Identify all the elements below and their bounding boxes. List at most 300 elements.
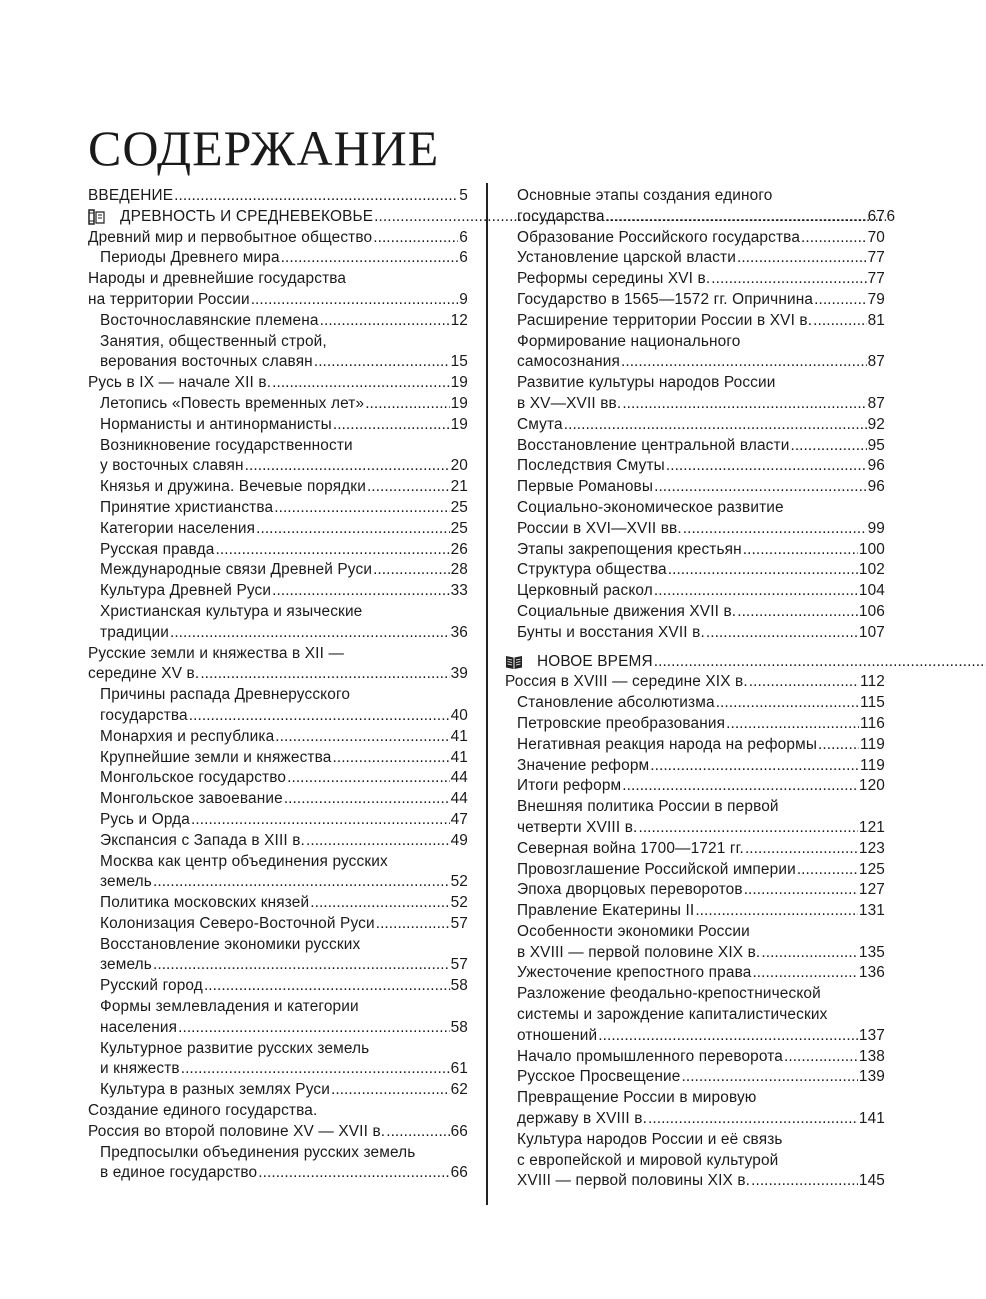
page-number: 100 xyxy=(858,540,885,558)
toc-entry xyxy=(88,248,468,269)
toc-entry-title: Политика московских князей xyxy=(100,894,310,912)
toc-entry-title: Норманисты и антинорманисты xyxy=(100,415,332,433)
toc-entry-title: государства xyxy=(100,706,188,724)
toc-entry-title: Русское Просвещение xyxy=(517,1068,681,1086)
toc-entry-title: Восстановление центральной власти xyxy=(517,436,790,454)
toc-entry-line xyxy=(100,789,468,810)
toc-entry-line xyxy=(517,963,885,984)
toc-entry-line xyxy=(517,540,885,561)
page-title: СОДЕРЖАНИЕ xyxy=(88,120,440,176)
dot-leader xyxy=(200,664,449,685)
toc-entry-title: Реформы середины XVI в. xyxy=(517,270,711,288)
toc-entry-line xyxy=(517,1171,885,1192)
toc-entry-line xyxy=(88,373,468,394)
dot-leader xyxy=(314,352,450,373)
toc-entry xyxy=(505,436,885,457)
toc-entry xyxy=(88,831,468,852)
toc-entry-title: Особенности экономики России xyxy=(517,922,750,940)
toc-entry xyxy=(505,269,885,290)
dot-leader xyxy=(683,519,867,540)
toc-entry xyxy=(88,498,468,519)
toc-entry-line xyxy=(100,477,468,498)
toc-entry-title: Восстановление экономики русских xyxy=(100,935,361,953)
toc-entry-title: Смута xyxy=(517,415,563,433)
dot-leader xyxy=(564,415,867,436)
toc-entry-line xyxy=(517,415,885,436)
page-number: 52 xyxy=(450,894,468,912)
toc-entry-title: Народы и древнейшие государства xyxy=(88,270,347,288)
dot-leader xyxy=(245,456,450,477)
toc-entry xyxy=(88,394,468,415)
page-number: 66 xyxy=(450,1164,468,1182)
toc-entry xyxy=(88,852,468,894)
toc-entry xyxy=(505,540,885,561)
toc-entry-title: в XVIII — первой половине XIX в. xyxy=(517,943,761,961)
toc-entry-line xyxy=(100,872,468,893)
toc-entry-title: Петровские преобразования xyxy=(517,714,726,732)
page-number: 39 xyxy=(450,665,468,683)
toc-entry-line xyxy=(517,714,885,735)
page-number: 25 xyxy=(450,519,468,537)
toc-entry-title: Экспансия с Запада в XIII в. xyxy=(100,831,305,849)
dot-leader xyxy=(790,436,866,457)
toc-entry-title: Периоды Древнего мира xyxy=(100,249,280,267)
toc-entry xyxy=(88,186,468,207)
page-number: 62 xyxy=(450,1081,468,1099)
page-number: 138 xyxy=(858,1047,885,1065)
toc-entry xyxy=(88,935,468,977)
toc-entry-title: Культура Древней Руси xyxy=(100,582,272,600)
dot-leader xyxy=(666,456,867,477)
toc-entry-title: Русь и Орда xyxy=(100,810,191,828)
dot-leader xyxy=(333,415,450,436)
toc-entry xyxy=(88,1039,468,1081)
page-number: 135 xyxy=(858,943,885,961)
toc-entry-title: Россия в XVIII — середине XIX в. xyxy=(505,673,748,691)
toc-entry-line xyxy=(100,1039,468,1060)
toc-entry xyxy=(505,714,885,735)
page-number: 6 xyxy=(459,228,468,246)
toc-entry-title: с европейской и мировой культурой xyxy=(517,1151,779,1169)
toc-entry xyxy=(88,976,468,997)
dot-leader xyxy=(654,652,986,673)
toc-entry-line xyxy=(517,623,885,644)
dot-leader xyxy=(716,693,859,714)
dot-leader xyxy=(706,623,858,644)
page-number: 96 xyxy=(867,478,885,496)
dot-leader xyxy=(251,290,459,311)
toc-entry xyxy=(505,560,885,581)
toc-entry xyxy=(88,810,468,831)
page-number: 115 xyxy=(860,694,885,712)
page-number: 57 xyxy=(450,914,468,932)
toc-entry-title: Церковный раскол xyxy=(517,582,653,600)
toc-entry-title: Последствия Смуты xyxy=(517,457,665,475)
toc-entry-line xyxy=(100,748,468,769)
toc-entry-line xyxy=(537,652,986,673)
toc-entry xyxy=(505,756,885,777)
dot-leader xyxy=(306,831,450,852)
page-number: 104 xyxy=(858,582,885,600)
toc-entry-line xyxy=(100,706,468,727)
toc-entry-line xyxy=(100,311,468,332)
toc-entry-title: системы и зарождение капиталистических xyxy=(517,1006,828,1024)
toc-entry-title: Международные связи Древней Руси xyxy=(100,561,373,579)
toc-entry-line xyxy=(517,776,885,797)
toc-entry-title: в единое государство xyxy=(100,1164,258,1182)
toc-entry-title: XVIII — первой половины XIX в. xyxy=(517,1172,751,1190)
column-divider xyxy=(486,183,488,1205)
page-number: 79 xyxy=(867,290,885,308)
dot-leader xyxy=(784,1047,858,1068)
toc-entry-title: России в XVI—XVII вв. xyxy=(517,519,682,537)
toc-entry xyxy=(505,602,885,623)
toc-entry-line xyxy=(517,498,885,519)
toc-entry-line xyxy=(100,1143,468,1164)
toc-entry xyxy=(88,768,468,789)
toc-entry-line xyxy=(100,1080,468,1101)
toc-entry-line xyxy=(100,332,468,353)
dot-leader xyxy=(621,352,867,373)
toc-entry-title: Русские земли и княжества в XII — xyxy=(88,644,344,662)
toc-entry-line xyxy=(100,1059,468,1080)
toc-entry-title: земель xyxy=(100,956,152,974)
toc-entry-title: самосознания xyxy=(517,353,620,371)
toc-entry-title: Превращение России в мировую xyxy=(517,1089,757,1107)
dot-leader xyxy=(622,394,866,415)
toc-entry-line xyxy=(517,373,885,394)
dot-leader xyxy=(258,1163,449,1184)
toc-entry-line xyxy=(517,456,885,477)
dot-leader xyxy=(813,311,866,332)
page-number: 66 xyxy=(450,1122,468,1140)
toc-entry xyxy=(505,498,885,540)
toc-entry-line xyxy=(517,984,885,1005)
dot-leader xyxy=(818,735,859,756)
toc-entry-line xyxy=(100,810,468,831)
toc-entry-title: населения xyxy=(100,1018,178,1036)
dot-leader xyxy=(272,581,449,602)
page-number: 137 xyxy=(858,1026,885,1044)
page-number: 112 xyxy=(860,673,885,691)
toc-entry-line xyxy=(517,943,885,964)
dot-leader xyxy=(281,248,459,269)
toc-entry-title: Князья и дружина. Вечевые порядки xyxy=(100,478,366,496)
page-number: 57 xyxy=(450,956,468,974)
dot-leader xyxy=(365,394,449,415)
page-number: 49 xyxy=(450,831,468,849)
page-number: 119 xyxy=(860,756,885,774)
dot-leader xyxy=(638,818,857,839)
dot-leader xyxy=(749,672,859,693)
page-number: 81 xyxy=(867,311,885,329)
page-number: 92 xyxy=(867,415,885,433)
toc-entry-title: Возникновение государственности xyxy=(100,436,353,454)
toc-entry-title: Монгольское завоевание xyxy=(100,790,283,808)
toc-entry-title: Предпосылки объединения русских земель xyxy=(100,1143,416,1161)
toc-entry xyxy=(505,186,885,228)
dot-leader xyxy=(174,186,458,207)
toc-entry-title: традиции xyxy=(100,623,169,641)
toc-entry-line xyxy=(517,581,885,602)
toc-entry-line xyxy=(100,768,468,789)
toc-entry xyxy=(505,693,885,714)
toc-entry-title: и княжеств xyxy=(100,1060,180,1078)
dot-leader xyxy=(170,623,450,644)
page-number: 121 xyxy=(858,818,885,836)
toc-entry-title: НОВОЕ ВРЕМЯ xyxy=(537,652,653,670)
toc-entry xyxy=(505,1047,885,1068)
dot-leader xyxy=(275,727,449,748)
page-number: 87 xyxy=(867,394,885,412)
dot-leader xyxy=(153,872,450,893)
dot-leader xyxy=(189,706,450,727)
toc-entry-title: Русская правда xyxy=(100,540,215,558)
toc-entry xyxy=(88,332,468,374)
toc-entry xyxy=(88,789,468,810)
toc-entry xyxy=(505,456,885,477)
dot-leader xyxy=(743,540,858,561)
toc-entry-line xyxy=(517,735,885,756)
page-number: 139 xyxy=(858,1068,885,1086)
toc-entry-title: Христианская культура и языческие xyxy=(100,602,363,620)
toc-entry-title: Северная война 1700—1721 гг. xyxy=(517,839,744,857)
dot-leader xyxy=(373,560,450,581)
toc-entry-title: Правление Екатерины II xyxy=(517,902,695,920)
dot-leader xyxy=(654,581,858,602)
toc-entry xyxy=(88,581,468,602)
dot-leader xyxy=(367,477,450,498)
page-number: 70 xyxy=(867,228,885,246)
page-number: 77 xyxy=(867,249,885,267)
toc-entry xyxy=(88,997,468,1039)
toc-entry-title: ВВЕДЕНИЕ xyxy=(88,187,174,204)
dot-leader xyxy=(274,498,449,519)
toc-entry-line xyxy=(100,914,468,935)
dot-leader xyxy=(191,810,450,831)
toc-right-column xyxy=(505,186,885,1192)
toc-entry-title: Культура народов России и её связь xyxy=(517,1130,783,1148)
toc-entry xyxy=(88,540,468,561)
open-book-icon xyxy=(505,654,523,670)
page-number: 33 xyxy=(450,582,468,600)
toc-entry xyxy=(505,1067,885,1088)
page-number: 141 xyxy=(858,1110,885,1128)
section-gap xyxy=(505,644,885,652)
toc-entry-title: Социальные движения XVII в. xyxy=(517,602,737,620)
toc-entry-title: Летопись «Повесть временных лет» xyxy=(100,394,365,412)
dot-leader xyxy=(287,768,449,789)
page-number: 95 xyxy=(867,436,885,454)
toc-entry-line xyxy=(100,394,468,415)
page-number: 58 xyxy=(450,1018,468,1036)
toc-entry-title: Монархия и республика xyxy=(100,727,275,745)
page-number: 44 xyxy=(450,769,468,787)
page-number: 127 xyxy=(858,881,885,899)
toc-entry-line xyxy=(100,997,468,1018)
toc-entry xyxy=(88,727,468,748)
page-number: 41 xyxy=(450,727,468,745)
toc-entry-line xyxy=(88,186,468,207)
toc-entry-title: Основные этапы создания единого xyxy=(517,187,773,204)
toc-entry xyxy=(505,311,885,332)
page-number: 77 xyxy=(867,270,885,288)
toc-entry-line xyxy=(517,477,885,498)
toc-entry-line xyxy=(517,332,885,353)
toc-entry xyxy=(505,839,885,860)
toc-entry-title: отношений xyxy=(517,1026,598,1044)
toc-entry-line xyxy=(100,893,468,914)
toc-entry xyxy=(88,436,468,478)
dot-leader xyxy=(726,714,859,735)
toc-entry-title: Создание единого государства. xyxy=(88,1102,318,1120)
toc-entry-line xyxy=(88,1101,468,1122)
toc-entry-line xyxy=(517,1109,885,1130)
page-number: 19 xyxy=(450,374,468,392)
page-number: 19 xyxy=(450,394,468,412)
dot-leader xyxy=(745,839,858,860)
toc-entry xyxy=(88,415,468,436)
dot-leader xyxy=(622,776,858,797)
toc-entry-line xyxy=(517,818,885,839)
toc-entry-line xyxy=(100,248,468,269)
toc-entry-title: Провозглашение Российской империи xyxy=(517,860,796,878)
toc-entry-title: Культура в разных землях Руси xyxy=(100,1081,330,1099)
dot-leader xyxy=(751,1171,858,1192)
toc-entry xyxy=(88,311,468,332)
toc-entry-line xyxy=(517,207,885,228)
page-number: 123 xyxy=(858,839,885,857)
dot-leader xyxy=(695,901,858,922)
toc-entry-line xyxy=(517,797,885,818)
toc-entry-line xyxy=(88,644,468,665)
page-number: 136 xyxy=(858,964,885,982)
page-number: 125 xyxy=(858,860,885,878)
toc-entry xyxy=(505,880,885,901)
toc-entry-line xyxy=(100,852,468,873)
dot-leader xyxy=(216,540,450,561)
page-number: 120 xyxy=(858,777,885,795)
toc-entry-line xyxy=(517,1088,885,1109)
toc-entry-line xyxy=(517,1130,885,1151)
page-number: 96 xyxy=(867,457,885,475)
page-number: 36 xyxy=(450,623,468,641)
toc-entry-line xyxy=(100,1163,468,1184)
toc-entry-line xyxy=(100,831,468,852)
toc-section-heading xyxy=(505,652,885,673)
dot-leader xyxy=(711,269,866,290)
toc-entry xyxy=(88,373,468,394)
toc-entry-line xyxy=(517,756,885,777)
toc-entry xyxy=(88,685,468,727)
toc-entry xyxy=(88,748,468,769)
toc-entry xyxy=(505,1130,885,1192)
toc-entry-line xyxy=(517,922,885,943)
toc-entry xyxy=(505,776,885,797)
toc-entry-title: Категории населения xyxy=(100,519,256,537)
toc-entry-line xyxy=(517,839,885,860)
toc-entry-title: Русский город xyxy=(100,977,203,995)
page-number: 21 xyxy=(450,478,468,496)
toc-entry-line xyxy=(88,269,468,290)
toc-entry-title: четверти XVIII в. xyxy=(517,818,638,836)
toc-entry xyxy=(505,1088,885,1130)
toc-entry-line xyxy=(100,581,468,602)
toc-entry xyxy=(505,477,885,498)
toc-entry-title: Образование Российского государства xyxy=(517,228,801,246)
toc-entry xyxy=(88,914,468,935)
page-number: 58 xyxy=(450,977,468,995)
toc-entry-title: государства xyxy=(517,207,605,225)
toc-entry-line xyxy=(517,602,885,623)
toc-entry xyxy=(505,373,885,415)
page-number: 67 xyxy=(867,207,885,225)
page-number: 131 xyxy=(858,902,885,920)
toc-entry-line xyxy=(100,955,468,976)
page-number: 25 xyxy=(450,498,468,516)
toc-entry-line xyxy=(100,623,468,644)
toc-entry xyxy=(88,519,468,540)
toc-entry-line xyxy=(100,456,468,477)
toc-entry xyxy=(505,332,885,374)
toc-entry-title: Расширение территории России в XVI в. xyxy=(517,311,813,329)
dot-leader xyxy=(284,789,450,810)
toc-entry-line xyxy=(517,269,885,290)
page-number: 87 xyxy=(867,353,885,371)
page-number: 106 xyxy=(858,602,885,620)
toc-entry-title: Колонизация Северо-Восточной Руси xyxy=(100,914,375,932)
toc-entry-title: Развитие культуры народов России xyxy=(517,374,776,392)
toc-entry-line xyxy=(517,1026,885,1047)
toc-entry-line xyxy=(100,976,468,997)
toc-entry xyxy=(505,735,885,756)
page-number: 26 xyxy=(450,540,468,558)
toc-entry-line xyxy=(517,394,885,415)
page-number: 52 xyxy=(450,873,468,891)
page-number: 99 xyxy=(867,519,885,537)
toc-entry xyxy=(505,228,885,249)
toc-entry-title: Формы землевладения и категории xyxy=(100,998,359,1016)
toc-entry-line xyxy=(100,685,468,706)
toc-entry-title: Русь в IX — начале XII в. xyxy=(88,374,272,392)
toc-entry-title: земель xyxy=(100,873,152,891)
toc-entry-title: Москва как центр объединения русских xyxy=(100,852,388,870)
toc-entry-line xyxy=(517,1047,885,1068)
dot-leader xyxy=(373,228,458,249)
toc-entry xyxy=(505,922,885,964)
toc-entry-line xyxy=(517,248,885,269)
page-number: 119 xyxy=(860,735,885,753)
toc-entry-title: Россия во второй половине XV — XVII в. xyxy=(88,1122,386,1140)
toc-entry-title: середине XV в. xyxy=(88,665,200,683)
dot-leader xyxy=(333,748,450,769)
toc-entry-title: Принятие христианства xyxy=(100,498,274,516)
toc-entry-title: Государство в 1565—1572 гг. Опричнина xyxy=(517,290,814,308)
page-number: 47 xyxy=(450,810,468,828)
page-number: 61 xyxy=(450,1060,468,1078)
toc-entry-title: Становление абсолютизма xyxy=(517,694,715,712)
toc-entry-title: в XV—XVII вв. xyxy=(517,394,622,412)
toc-entry-line xyxy=(517,519,885,540)
toc-entry-title: Негативная реакция народа на реформы xyxy=(517,735,818,753)
page-number: 107 xyxy=(858,623,885,641)
toc-entry-line xyxy=(88,290,468,311)
toc-entry-line xyxy=(100,519,468,540)
toc-entry xyxy=(505,290,885,311)
dot-leader xyxy=(153,955,450,976)
dot-leader xyxy=(650,756,859,777)
toc-entry-line xyxy=(88,228,468,249)
